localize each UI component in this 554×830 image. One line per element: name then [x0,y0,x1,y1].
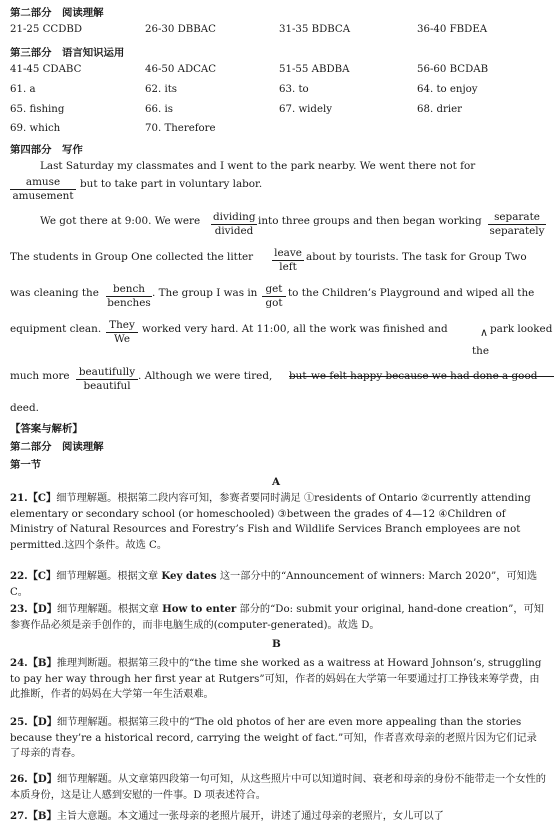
answer-group: 51-55 ABDBA [279,64,350,75]
correction-beautifully [76,366,138,393]
answer-label: 21.【C】 [10,492,57,504]
answer-item: 65. fishing [10,104,65,115]
part3-header: 第三部分 语言知识运用 [10,47,125,59]
keyword: How to enter [162,603,237,615]
essay-line: park looked [490,323,553,335]
answer-group: 31-35 BDBCA [279,24,351,35]
answer-item: 68. drier [417,104,462,115]
correction-original: leave [272,247,304,261]
answer-label: 26.【D】 [10,773,57,785]
analysis-q25 [10,715,546,762]
essay-line: equipment clean. [10,323,102,335]
essay-line: but to take part in voluntary labor. [80,178,263,190]
analysis-q23 [10,602,546,633]
keyword: Key dates [161,570,217,582]
answer-group: 26-30 DBBAC [145,24,216,35]
answer-group: 36-40 FBDEA [417,24,488,35]
analysis-q21 [10,491,546,553]
answer-label: 23.【D】 [10,603,57,615]
analysis-q27 [10,809,546,825]
correction-fix: We [114,333,130,345]
essay-line: worked very hard. At 11:00, all the work was finished and [142,323,448,335]
essay-line: to the Children’s Playground and wiped all the [288,287,535,299]
explanation: 细节理解题。根据文章 [56,604,163,615]
essay-line: about by tourists. The task for Group Two [306,251,527,263]
answer-label: 27.【B】 [10,810,57,822]
answer-item: 67. widely [279,104,332,115]
correction-they [106,319,138,346]
explanation: 这一部分中的“Announcement of winners: March 2020”，可知选 C。 [10,571,538,598]
passage-label-b: B [272,638,281,650]
analysis-header: 【答案与解析】 [10,423,83,435]
answer-item: 61. a [10,84,36,95]
analysis-part-header: 第二部分 阅读理解 [10,441,104,453]
correction-original: get [262,283,286,297]
explanation: 细节理解题。根据第二段内容可知，参赛者要同时满足 ①residents of Ontario ②currently attending elementary or secondary school (or homeschooled) ③between the grades of 4—12 ④Children of Ministry of Natural Resources and Forestry’s Fish and Wildlife Services Branch employees are not permitted.这四个条件。故选 C。 [10,493,531,551]
answer-label: 22.【C】 [10,570,57,582]
correction-original: dividing [213,211,256,223]
essay-line: We got there at 9:00. We were [40,215,201,227]
correction-fix: left [279,261,297,273]
analysis-q26 [10,772,546,803]
correction-original: bench [106,283,152,297]
explanation: 推理判断题。根据第三段中的“the time she worked as a waitress at Howard Johnson’s, struggling to pay her way through her first year at Rutgers”可知，作者的妈妈在大学第一年要通过打工挣钱来筹学费，由此推断，作者的妈妈在大学第一年生活艰难。 [10,658,542,700]
correction-separate [488,211,546,238]
analysis-q22 [10,569,546,600]
essay-line: into three groups and then began working [258,215,482,227]
answer-label: 24.【B】 [10,657,57,669]
analysis-q24 [10,656,546,703]
correction-bench [106,283,152,310]
correction-original: They [106,319,138,333]
correction-fix: amusement [12,190,74,202]
correction-fix: beautiful [83,380,131,392]
answer-label: 25.【D】 [10,716,57,728]
answer-item: 66. is [145,104,173,115]
insertion-word: the [472,345,490,357]
correction-dividing [211,211,257,238]
explanation: 部分的“Do: submit your original, hand-done creation”，可知参赛作品必须是亲手创作的，而非电脑生成的(computer-generated)。故选 D。 [10,604,544,631]
answer-item: 69. which [10,123,61,134]
answer-item: 62. its [145,84,178,95]
essay-line: was cleaning the [10,287,99,299]
answer-item: 70. Therefore [145,123,216,134]
answer-group: 21-25 CCDBD [10,24,83,35]
essay-line: we felt happy because we had done a good [311,370,538,382]
part4-header: 第四部分 写作 [10,144,83,156]
essay-line: The students in Group One collected the litter [10,251,254,263]
correction-original: beautifully [76,366,138,380]
answer-group: 46-50 ADCAC [145,64,217,75]
answer-item: 64. to enjoy [417,84,478,95]
answer-group: 41-45 CDABC [10,64,82,75]
deleted-word: but [289,370,554,382]
essay-line: Last Saturday my classmates and I went to the park nearby. We went there not for [40,160,476,172]
analysis-section: 第一节 [10,459,42,471]
answer-item: 63. to [279,84,309,95]
correction-fix: benches [107,297,151,309]
explanation: 细节理解题。根据文章 [56,571,162,582]
correction-fix: divided [214,225,254,237]
correction-get [262,283,286,310]
correction-original: amuse [10,176,76,190]
insertion-caret: ∧ [480,326,489,339]
correction-original: separate [488,211,546,225]
correction-amuse [10,176,76,203]
correction-leave [272,247,304,274]
essay-line: . Although we were tired, [138,370,273,382]
correction-fix: separately [489,225,545,237]
correction-fix: got [265,297,283,309]
part2-header: 第二部分 阅读理解 [10,7,104,19]
explanation: 细节理解题。根据第三段中的“The old photos of her are even more appealing than the stories because they’re a historical record, carrying the weight of fact.”可知，作者喜欢母亲的老照片因为它们记录了母亲的青春。 [10,717,537,759]
essay-line: . The group I was in [152,287,258,299]
passage-label-a: A [272,476,281,488]
explanation: 细节理解题。从文章第四段第一句可知，从这些照片中可以知道时间、衰老和母亲的身份不能带走一个女性的本质身份，这是让人感到安慰的一件事。D 项表述符合。 [10,774,546,801]
essay-line: much more [10,370,70,382]
essay-line: deed. [10,402,39,414]
answer-group: 56-60 BCDAB [417,64,489,75]
explanation: 主旨大意题。本文通过一张母亲的老照片展开，讲述了通过母亲的老照片，女儿可以了 [56,811,444,822]
